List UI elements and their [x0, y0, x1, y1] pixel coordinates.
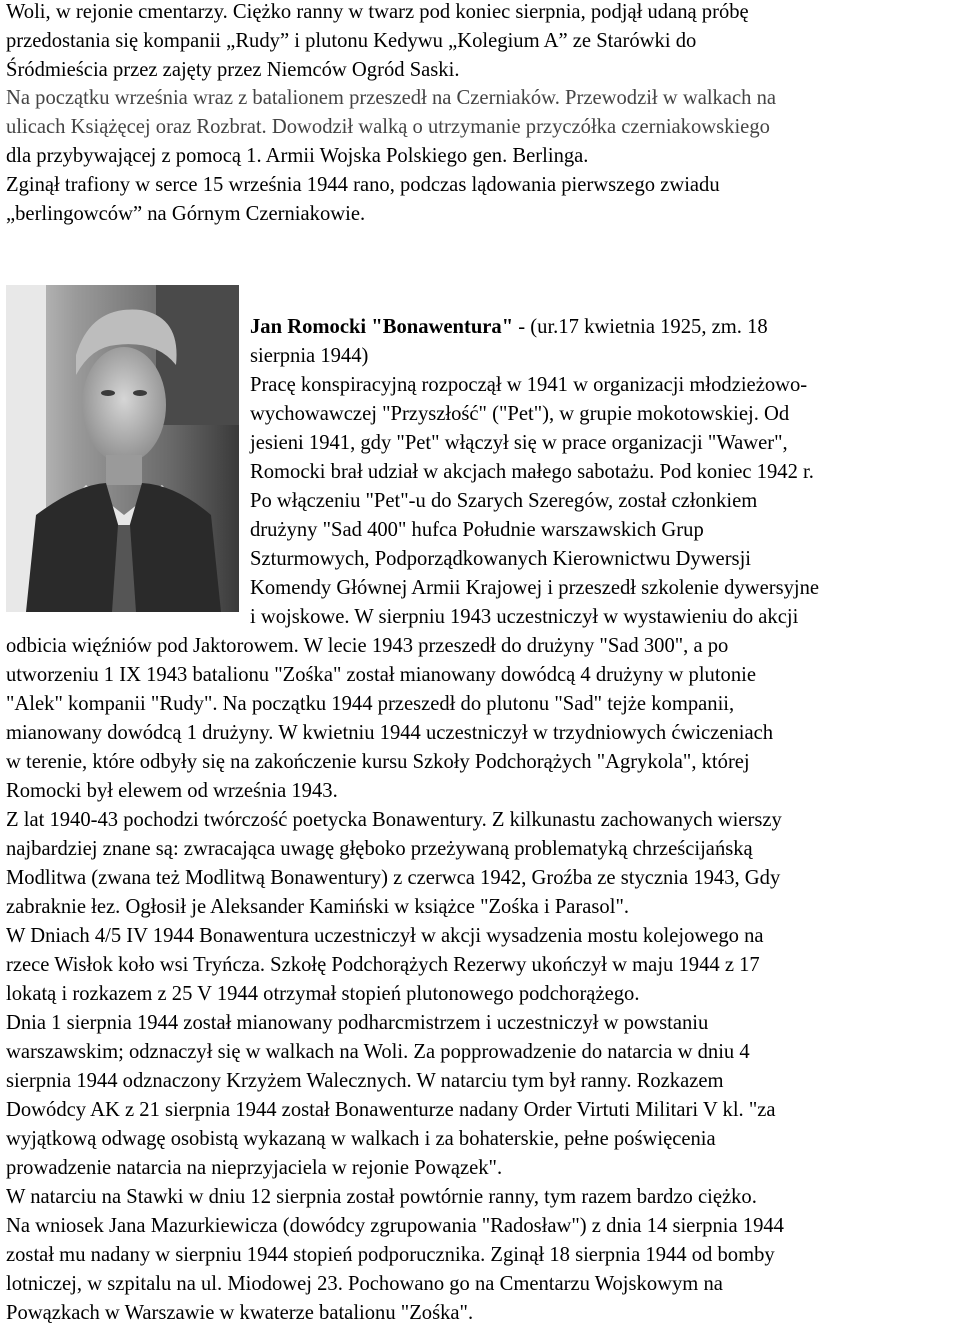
bio-dates: - (ur.17 kwietnia 1925, zm. 18	[513, 316, 768, 338]
bio-line: wyjątkową odwagę osobistą wykazaną w walkach i za bohaterskie, pełne poświęcenia	[6, 1128, 716, 1150]
bio-line: najbardziej znane są: zwracająca uwagę głęboko przeżywaną problematyką chrześcijańską	[6, 838, 753, 860]
bio-line: mianowany dowódcą 1 drużyny. W kwietniu 1944 uczestniczył w trzydniowych ćwiczeniach	[6, 722, 774, 744]
bio-line: lotniczej, w szpitalu na ul. Miodowej 23. Pochowano go na Cmentarzu Wojskowym na	[6, 1273, 723, 1295]
bio-side-line: Pracę konspiracyjną rozpoczął w 1941 w organizacji młodzieżowo-	[250, 374, 808, 396]
bio-line: warszawskim; odznaczył się w walkach na Woli. Za popprowadzenie do natarcia w dniu 4	[6, 1041, 750, 1063]
bio-line: Z lat 1940-43 pochodzi twórczość poetycka Bonawentury. Z kilkunastu zachowanych wierszy	[6, 809, 782, 831]
bio-side-line: wychowawczej "Przyszłość" ("Pet"), w grupie mokotowskiej. Od	[250, 403, 790, 425]
bio-line: lokatą i rozkazem z 25 V 1944 otrzymał stopień plutonowego podchorążego.	[6, 983, 640, 1005]
bio-line: zabraknie łez. Ogłosił je Aleksander Kamiński w książce "Zośka i Parasol".	[6, 896, 630, 918]
bio-line: Na wniosek Jana Mazurkiewicza (dowódcy zgrupowania "Radosław") z dnia 14 sierpnia 1944	[6, 1215, 784, 1237]
bio-line: sierpnia 1944 odznaczony Krzyżem Walecznych. W natarciu tym był ranny. Rozkazem	[6, 1070, 724, 1092]
intro-line: Woli, w rejonie cmentarzy. Ciężko ranny w twarz pod koniec sierpnia, podjął udaną próbę	[6, 1, 749, 23]
bio-side-line: Komendy Głównej Armii Krajowej i przeszedł szkolenie dywersyjne	[250, 577, 820, 599]
bio-line: został mu nadany w sierpniu 1944 stopień podporucznika. Zginął 18 sierpnia 1944 od bomby	[6, 1244, 775, 1266]
bio-line: Romocki był elewem od września 1943.	[6, 780, 338, 802]
bio-side-line: jesieni 1941, gdy "Pet" włączył się w prace organizacji "Wawer",	[250, 432, 788, 454]
bio-side-line: drużyny "Sad 400" hufca Południe warszawskich Grup	[250, 519, 704, 541]
intro-line: Na początku września wraz z batalionem przeszedł na Czerniaków. Przewodził w walkach na	[6, 87, 777, 109]
portrait-photo	[6, 285, 239, 612]
bio-side-line: Romocki brał udział w akcjach małego sabotażu. Pod koniec 1942 r.	[250, 461, 814, 483]
bio-line: Powązkach w Warszawie w kwaterze batalionu "Zośka".	[6, 1302, 474, 1324]
intro-line: „berlingowców” na Górnym Czerniakowie.	[6, 203, 366, 225]
intro-line: Zginął trafiony w serce 15 września 1944 rano, podczas lądowania pierwszego zwiadu	[6, 174, 720, 196]
bio-line: "Alek" kompanii "Rudy". Na początku 1944 przeszedł do plutonu "Sad" tejże kompanii,	[6, 693, 735, 715]
bio-name: Jan Romocki "Bonawentura"	[250, 316, 514, 338]
bio-line: rzece Wisłok koło wsi Tryńcza. Szkołę Podchorążych Rezerwy ukończył w maju 1944 z 17	[6, 954, 760, 976]
bio-line: Dowódcy AK z 21 sierpnia 1944 został Bonawenturze nadany Order Virtuti Militari V kl. "za	[6, 1099, 776, 1121]
bio-header	[250, 313, 768, 342]
bio-line: W natarciu na Stawki w dniu 12 sierpnia został powtórnie ranny, tym razem bardzo ciężko.	[6, 1186, 757, 1208]
bio-line: Dnia 1 sierpnia 1944 został mianowany podharcmistrzem i uczestniczył w powstaniu	[6, 1012, 709, 1034]
bio-side-line: Po włączeniu "Pet"-u do Szarych Szeregów, został członkiem	[250, 490, 758, 512]
bio-side-line: Szturmowych, Podporządkowanych Kierownictwu Dywersji	[250, 548, 752, 570]
bio-line: utworzeniu 1 IX 1943 batalionu "Zośka" został mianowany dowódcą 4 drużyny w plutonie	[6, 664, 757, 686]
bio-line: w terenie, które odbyły się na zakończenie kursu Szkoły Podchorążych "Agrykola", której	[6, 751, 750, 773]
bio-line: odbicia więźniów pod Jaktorowem. W lecie 1943 przeszedł do drużyny "Sad 300", a po	[6, 635, 729, 657]
intro-line: Śródmieścia przez zajęty przez Niemców Ogród Saski.	[6, 59, 460, 81]
bio-line: Modlitwa (zwana też Modlitwą Bonawentury) z czerwca 1942, Groźba ze stycznia 1943, Gdy	[6, 867, 781, 889]
bio-side-line: i wojskowe. W sierpniu 1943 uczestniczył w wystawieniu do akcji	[250, 606, 799, 628]
intro-line: ulicach Książęcej oraz Rozbrat. Dowodził walką o utrzymanie przyczółka czerniakowskiego	[6, 116, 770, 138]
intro-line: dla przybywającej z pomocą 1. Armii Wojska Polskiego gen. Berlinga.	[6, 145, 589, 167]
bio-line: prowadzenie natarcia na nieprzyjaciela w rejonie Powązek".	[6, 1157, 503, 1179]
bio-side-line: sierpnia 1944)	[250, 345, 369, 367]
bio-line: W Dniach 4/5 IV 1944 Bonawentura uczestniczył w akcji wysadzenia mostu kolejowego na	[6, 925, 764, 947]
intro-line: przedostania się kompanii „Rudy” i plutonu Kedywu „Kolegium A” ze Starówki do	[6, 30, 697, 52]
